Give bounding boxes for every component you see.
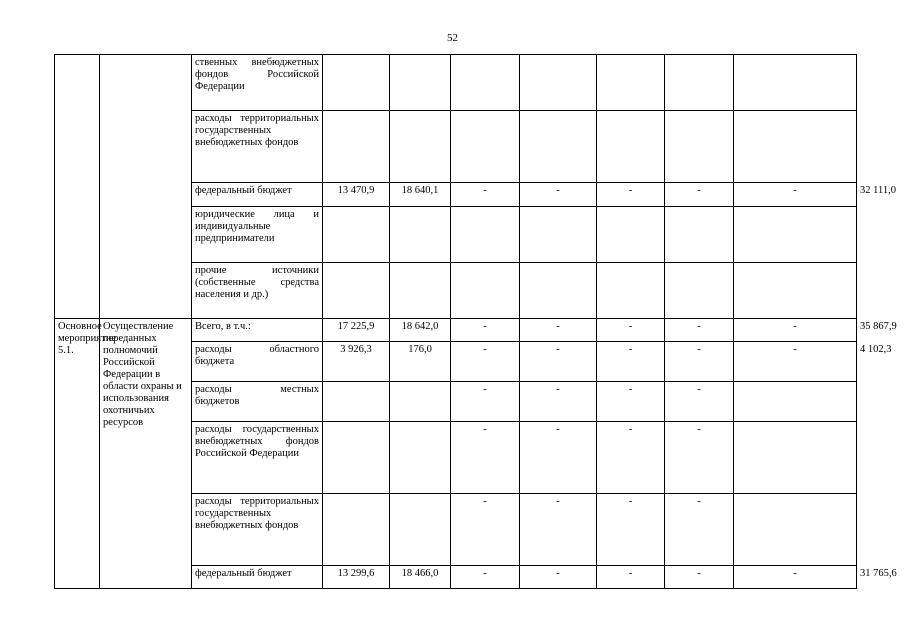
value-cell: -: [520, 566, 597, 589]
table-row: Основное мероприятие 5.1. Осуществление переданных полномочий Российской Федерации в области охраны и использования охотничьих ресурсов Всего, в т.ч.: 17 225,9 18 642,0 - - - - - 35 867,9: [55, 319, 857, 342]
value-cell: -: [520, 422, 597, 494]
source-cell: расходы местных бюджетов: [192, 382, 323, 422]
value-cell: [665, 263, 734, 319]
value-cell: -: [451, 319, 520, 342]
value-cell: [520, 111, 597, 183]
value-cell: [323, 55, 390, 111]
value-cell: [451, 55, 520, 111]
table-row: федеральный бюджет 13 299,6 18 466,0 - - - - - 31 765,6: [55, 566, 857, 589]
value-cell: 176,0: [390, 342, 451, 382]
value-cell: [597, 55, 665, 111]
value-cell: [390, 382, 451, 422]
source-cell: юридические лица и индивидуальные предприниматели: [192, 207, 323, 263]
value-cell: 13 470,9: [323, 183, 390, 207]
value-cell: -: [451, 422, 520, 494]
value-cell: -: [597, 382, 665, 422]
value-cell: [390, 263, 451, 319]
value-cell: [451, 263, 520, 319]
value-cell: [323, 494, 390, 566]
value-cell: [390, 422, 451, 494]
measure-code: Основное мероприятие 5.1.: [55, 319, 100, 589]
value-cell: [520, 263, 597, 319]
source-cell: Всего, в т.ч.:: [192, 319, 323, 342]
value-cell: -: [520, 382, 597, 422]
code-cell-prev: [55, 55, 100, 319]
value-cell: [597, 263, 665, 319]
table-row: федеральный бюджет 13 470,9 18 640,1 - - - - - 32 111,0: [55, 183, 857, 207]
value-cell: 18 640,1: [390, 183, 451, 207]
value-cell: [323, 382, 390, 422]
source-cell: расходы территориальных государственных внебюджетных фондов: [192, 111, 323, 183]
value-cell: 3 926,3: [323, 342, 390, 382]
source-cell: федеральный бюджет: [192, 566, 323, 589]
value-cell: [451, 111, 520, 183]
value-cell: 13 299,6: [323, 566, 390, 589]
value-cell: [390, 55, 451, 111]
value-cell: 17 225,9: [323, 319, 390, 342]
value-cell: -: [665, 382, 734, 422]
value-cell: -: [451, 566, 520, 589]
source-cell: расходы областного бюджета: [192, 342, 323, 382]
value-cell: 18 466,0: [390, 566, 451, 589]
value-cell: [520, 207, 597, 263]
value-cell: -: [665, 422, 734, 494]
value-cell: -: [597, 319, 665, 342]
value-cell: 18 642,0: [390, 319, 451, 342]
value-cell: -: [734, 319, 857, 342]
value-cell: [323, 263, 390, 319]
value-cell: [390, 207, 451, 263]
value-cell: [734, 382, 857, 422]
value-cell: -: [597, 566, 665, 589]
value-cell: [597, 207, 665, 263]
value-cell: -: [597, 183, 665, 207]
source-cell: ственных внебюджетных фондов Российской Федерации: [192, 55, 323, 111]
value-cell: [734, 494, 857, 566]
value-cell: [734, 207, 857, 263]
value-cell: [323, 111, 390, 183]
value-cell: -: [597, 422, 665, 494]
value-cell: -: [451, 494, 520, 566]
value-cell: -: [520, 342, 597, 382]
value-cell: [665, 207, 734, 263]
source-cell: расходы государственных внебюджетных фондов Российской Федерации: [192, 422, 323, 494]
value-cell: [734, 55, 857, 111]
value-cell: -: [665, 494, 734, 566]
value-cell: [323, 207, 390, 263]
table-row: [55, 55, 857, 111]
value-cell: -: [665, 319, 734, 342]
value-cell: -: [665, 183, 734, 207]
value-cell: [734, 263, 857, 319]
value-cell: [597, 111, 665, 183]
value-cell: [734, 111, 857, 183]
source-cell: прочие источники (собственные средства населения и др.): [192, 263, 323, 319]
value-cell: [665, 111, 734, 183]
value-cell: [390, 494, 451, 566]
value-cell: -: [520, 319, 597, 342]
funding-table: [54, 54, 897, 589]
name-cell-prev: [100, 55, 192, 319]
source-cell: федеральный бюджет: [192, 183, 323, 207]
source-cell: расходы территориальных государственных внебюджетных фондов: [192, 494, 323, 566]
measure-name: Осуществление переданных полномочий Российской Федерации в области охраны и использования охотничьих ресурсов: [100, 319, 192, 589]
value-cell: -: [597, 342, 665, 382]
value-cell: -: [665, 342, 734, 382]
value-cell: -: [734, 342, 857, 382]
value-cell: [520, 55, 597, 111]
value-cell: -: [734, 183, 857, 207]
value-cell: -: [597, 494, 665, 566]
value-cell: [734, 422, 857, 494]
value-cell: -: [520, 183, 597, 207]
value-cell: -: [451, 342, 520, 382]
value-cell: -: [451, 183, 520, 207]
value-cell: -: [734, 566, 857, 589]
value-cell: -: [665, 566, 734, 589]
value-cell: [451, 207, 520, 263]
value-cell: [323, 422, 390, 494]
value-cell: -: [451, 382, 520, 422]
page-number: 52: [447, 32, 458, 44]
value-cell: -: [520, 494, 597, 566]
table-row: расходы областного бюджета 3 926,3 176,0 - - - - - 4 102,3: [55, 342, 857, 382]
value-cell: [665, 55, 734, 111]
value-cell: [390, 111, 451, 183]
